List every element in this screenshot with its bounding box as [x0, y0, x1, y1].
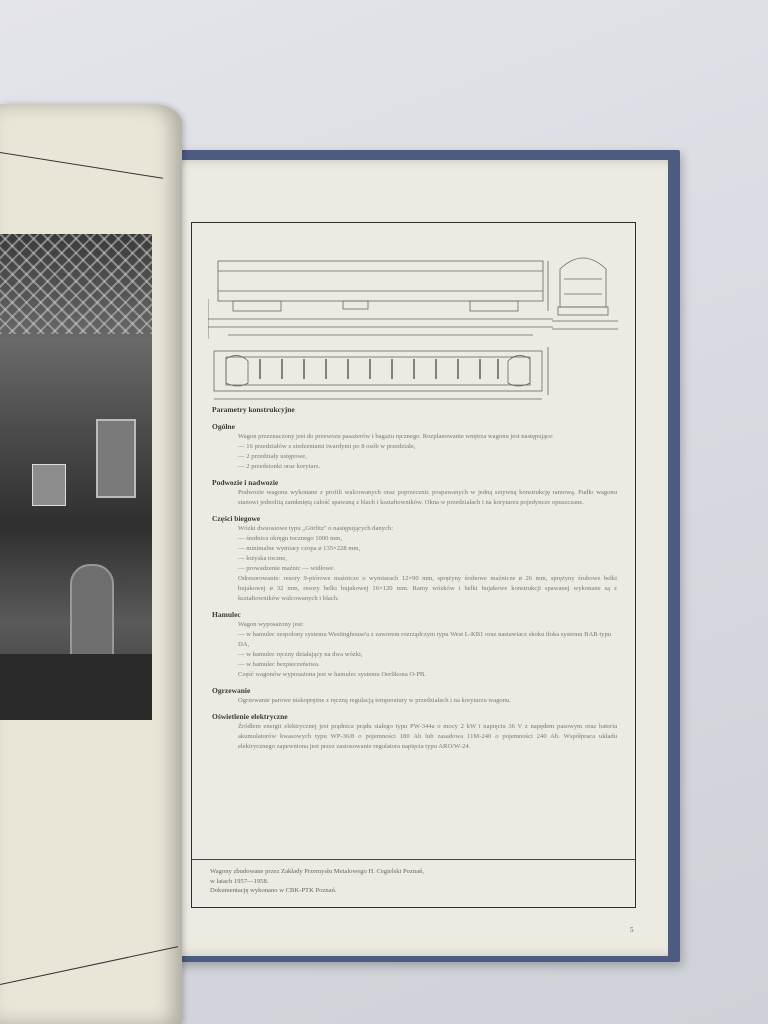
left-page-bottom-rule [0, 946, 178, 985]
section-lighting [212, 712, 617, 752]
section-title: Części biegowe [212, 514, 261, 523]
section-general [212, 422, 617, 472]
section-line: — w hamulec zespolony systemu Westinghouse'a z zaworem rozrządczym typu West L-KB1 oraz nastawiacz skoku tłoka systemu BAB typu DA, [238, 631, 612, 648]
section-title: Ogrzewanie [212, 686, 251, 695]
section-brake [212, 610, 617, 680]
section-line: Podwozie wagonu wykonane z profili walcowanych oraz poprzecznic pospawanych w jedną sztywną konstrukcję ramową. Pudło wagonu stanowi jednolitą zamkniętą całość spawaną z blach i kształtowników. Okna w przedziałach i na korytarzu pojedyncze opuszczane. [238, 489, 617, 506]
section-chassis [212, 478, 617, 508]
section-heating [212, 686, 617, 706]
section-line: Wagon przeznaczony jest do przewozu pasażerów i bagażu ręcznego. Rozplanowanie wnętrza wagonu jest następujące: [238, 433, 554, 440]
section-line: Źródłem energii elektrycznej jest prądnica prądu stałego typu PW-344a o mocy 2 kW i napięciu 36 V z napędem pasowym oraz bateria akumulatorów kwasowych typu WP-36/8 o pojemności 180 Ah lub zasadowa 11M-240 o pojemności 240 Ah. Współpraca układu elektrycznego zapewniona jest przez zastosowanie regulatora napięcia typu ARO/W-24. [238, 723, 617, 750]
section-line: Odresorowanie: resory 9-piórowe maźnicze o wymiarach 12×90 mm, sprężyny śrubowe maźnicze ø 26 mm, sprężyny śrubowe belki bujakowej ø 32 mm, resory belki bujakowej 16×120 mm. Ramy wózków i belki bujakowe konstrukcji spawanej wykonane są z kształtowników walcowanych i blach. [238, 575, 617, 602]
section-line: — minimalne wymiary czopa ø 135×228 mm, [238, 545, 361, 552]
spec-content [212, 405, 617, 758]
section-line: Część wagonów wyposażona jest w hamulec systemu Oerlikona O-PB. [238, 671, 427, 678]
floor-shape [0, 654, 152, 720]
wall-sign [32, 464, 66, 506]
section-title: Podwozie i nadwozie [212, 478, 279, 487]
section-title: Oświetlenie elektryczne [212, 712, 288, 721]
section-line: — 16 przedziałów z siedzeniami twardymi po 8 osób w przedziale, [238, 443, 416, 450]
section-line: — 2 przedziały ustępowe, [238, 453, 307, 460]
section-line: — w hamulec bezpieczeństwa. [238, 661, 320, 668]
door-shape [70, 564, 114, 668]
section-title: Hamulec [212, 610, 241, 619]
frame-footer [210, 867, 615, 896]
section-line: Wózki dwuosiowe typu „Görlitz" o następujących danych: [238, 525, 394, 532]
spec-frame [191, 222, 636, 908]
section-line: — średnica okręgu tocznego 1000 mm, [238, 535, 343, 542]
section-line: Ogrzewanie parowe niskoprężne z ręczną regulacją temperatury w przedziałach i na korytarzu wagonu. [238, 697, 511, 704]
section-line: Wagon wyposażony jest: [238, 621, 304, 628]
section-line: — łożyska toczne, [238, 555, 287, 562]
wagon-technical-drawing [208, 239, 624, 409]
window-shape [96, 419, 136, 498]
section-title: Ogólne [212, 422, 235, 431]
left-page [0, 104, 182, 1024]
left-page-top-rule [0, 152, 163, 179]
section-running-gear [212, 514, 617, 604]
spec-heading: Parametry konstrukcyjne [212, 405, 295, 414]
section-line: — 2 przedsionki oraz korytarz. [238, 463, 321, 470]
interior-photograph [0, 234, 152, 720]
footer-line: w latach 1957—1958. [210, 877, 269, 885]
footer-rule [192, 859, 635, 860]
section-line: — w hamulec ręczny działający na dwa wózki, [238, 651, 363, 658]
section-line: — prowadzenie maźnic — widłowe. [238, 565, 335, 572]
page-number: 5 [630, 926, 634, 934]
footer-line: Wagony zbudowane przez Zakłady Przemysłu Metalowego H. Cegielski Poznań, [210, 868, 425, 875]
ceiling-lattice [0, 234, 152, 334]
footer-line: Dokumentację wykonano w CBK-PTK Poznań. [210, 887, 337, 894]
